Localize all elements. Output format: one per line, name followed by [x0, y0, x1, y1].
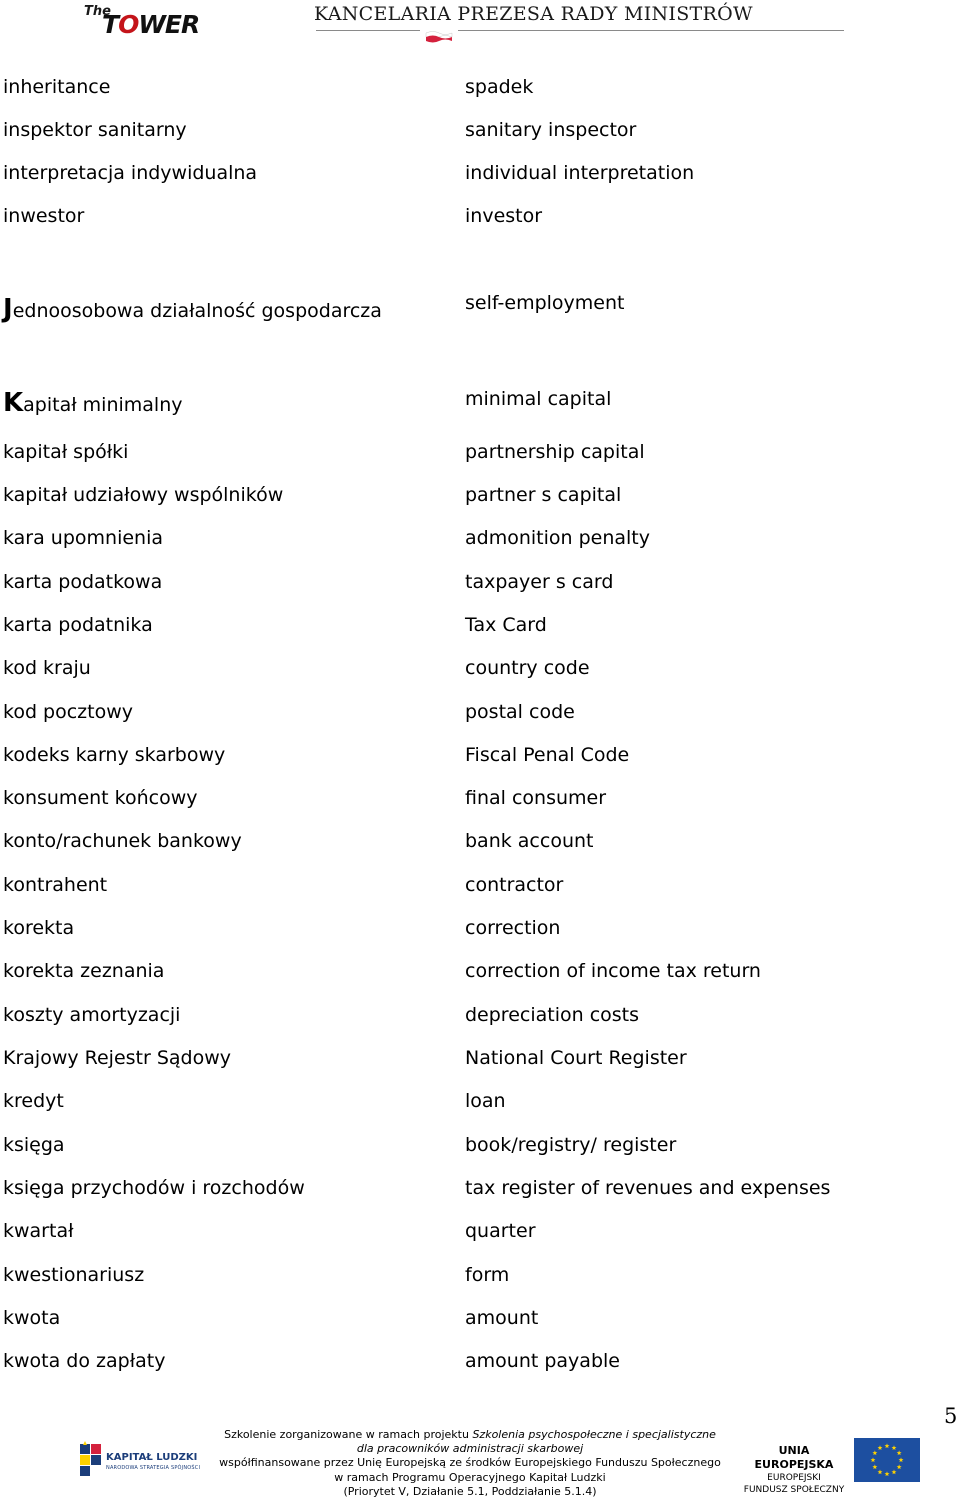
term-translation: amount payable [465, 1350, 620, 1372]
term-polish: kwota do zapłaty [3, 1350, 166, 1372]
term-translation: quarter [465, 1220, 536, 1242]
term-translation: final consumer [465, 787, 607, 809]
logo-the-text: The [84, 4, 111, 19]
polish-flag-icon [425, 29, 453, 43]
term-translation: country code [465, 657, 590, 679]
term-polish: inwestor [3, 205, 85, 227]
term-polish: inheritance [3, 76, 111, 98]
term-polish: inspektor sanitarny [3, 119, 187, 141]
term-translation: partnership capital [465, 441, 645, 463]
term-translation: self-employment [465, 292, 625, 314]
term-translation: tax register of revenues and expenses [465, 1177, 831, 1199]
eu-label [742, 1444, 846, 1496]
term-translation: minimal capital [465, 388, 612, 410]
term-polish: kontrahent [3, 874, 108, 896]
footer-line-3: współfinansowane przez Unię Europejską ze środków Europejskiego Funduszu Społecznego [219, 1456, 721, 1470]
term-translation: Tax Card [465, 614, 547, 636]
term-translation: amount [465, 1307, 539, 1329]
term-polish: karta podatkowa [3, 571, 163, 593]
term-translation: investor [465, 205, 543, 227]
term-translation: depreciation costs [465, 1004, 640, 1026]
term-translation: correction of income tax return [465, 960, 761, 982]
term-translation: bank account [465, 830, 594, 852]
term-translation: partner s capital [465, 484, 622, 506]
term-polish: Kapitał minimalny [3, 388, 183, 418]
term-polish: konsument końcowy [3, 787, 198, 809]
kl-subtitle: NARODOWA STRATEGIA SPÓJNOŚCI [106, 1465, 201, 1471]
term-translation: loan [465, 1090, 506, 1112]
term-polish: interpretacja indywidualna [3, 162, 258, 184]
term-polish: kara upomnienia [3, 527, 164, 549]
the-tower-logo [80, 4, 210, 38]
term-translation: sanitary inspector [465, 119, 637, 141]
header-rule-right [458, 30, 844, 31]
footer-project-info [200, 1428, 740, 1499]
term-polish: kwestionariusz [3, 1264, 145, 1286]
footer-line-5: (Priorytet V, Działanie 5.1, Poddziałanie 5.1.4) [343, 1484, 597, 1498]
eu-label-line-1: UNIA EUROPEJSKA [754, 1444, 834, 1471]
term-polish: kapitał spółki [3, 441, 129, 463]
eu-label-line-2: EUROPEJSKI [767, 1473, 821, 1483]
term-polish: konto/rachunek bankowy [3, 830, 242, 852]
term-polish: kodeks karny skarbowy [3, 744, 226, 766]
kl-title: KAPITAŁ LUDZKI [106, 1452, 198, 1463]
term-translation: contractor [465, 874, 564, 896]
term-polish: karta podatnika [3, 614, 153, 636]
term-translation: correction [465, 917, 561, 939]
term-polish: kapitał udziałowy wspólników [3, 484, 284, 506]
term-polish: kwartał [3, 1220, 74, 1242]
term-translation: Fiscal Penal Code [465, 744, 630, 766]
eu-flag-icon [854, 1438, 920, 1482]
footer-line-1: Szkolenie zorganizowane w ramach projektu Szkolenia psychospołeczne i specjalistyczne [224, 1428, 716, 1441]
term-polish: Krajowy Rejestr Sądowy [3, 1047, 232, 1069]
header-rule-left [316, 30, 420, 31]
term-polish: korekta [3, 917, 75, 939]
term-translation: individual interpretation [465, 162, 695, 184]
term-polish: księga [3, 1134, 65, 1156]
term-translation: National Court Register [465, 1047, 687, 1069]
term-translation: postal code [465, 701, 575, 723]
term-translation: spadek [465, 76, 534, 98]
footer-line-2: dla pracowników administracji skarbowej [356, 1442, 584, 1456]
term-polish: korekta zeznania [3, 960, 165, 982]
term-polish: księga przychodów i rozchodów [3, 1177, 305, 1199]
kprm-title: KANCELARIA PREZESA RADY MINISTRÓW [314, 3, 753, 25]
term-polish: kredyt [3, 1090, 64, 1112]
eu-label-line-3: FUNDUSZ SPOŁECZNY [743, 1485, 845, 1495]
term-polish: kod pocztowy [3, 701, 134, 723]
term-translation: admonition penalty [465, 527, 650, 549]
term-polish: kod kraju [3, 657, 91, 679]
term-translation: book/registry/ register [465, 1134, 677, 1156]
page-number: 5 [944, 1404, 958, 1428]
term-polish: koszty amortyzacji [3, 1004, 181, 1026]
footer-line-4: w ramach Programu Operacyjnego Kapitał Ludzki [334, 1470, 606, 1484]
term-polish: kwota [3, 1307, 61, 1329]
term-translation: taxpayer s card [465, 571, 614, 593]
term-translation: form [465, 1264, 510, 1286]
logo-tower-text: TOWER [102, 10, 200, 39]
term-polish: Jednoosobowa działalność gospodarcza [3, 294, 382, 324]
